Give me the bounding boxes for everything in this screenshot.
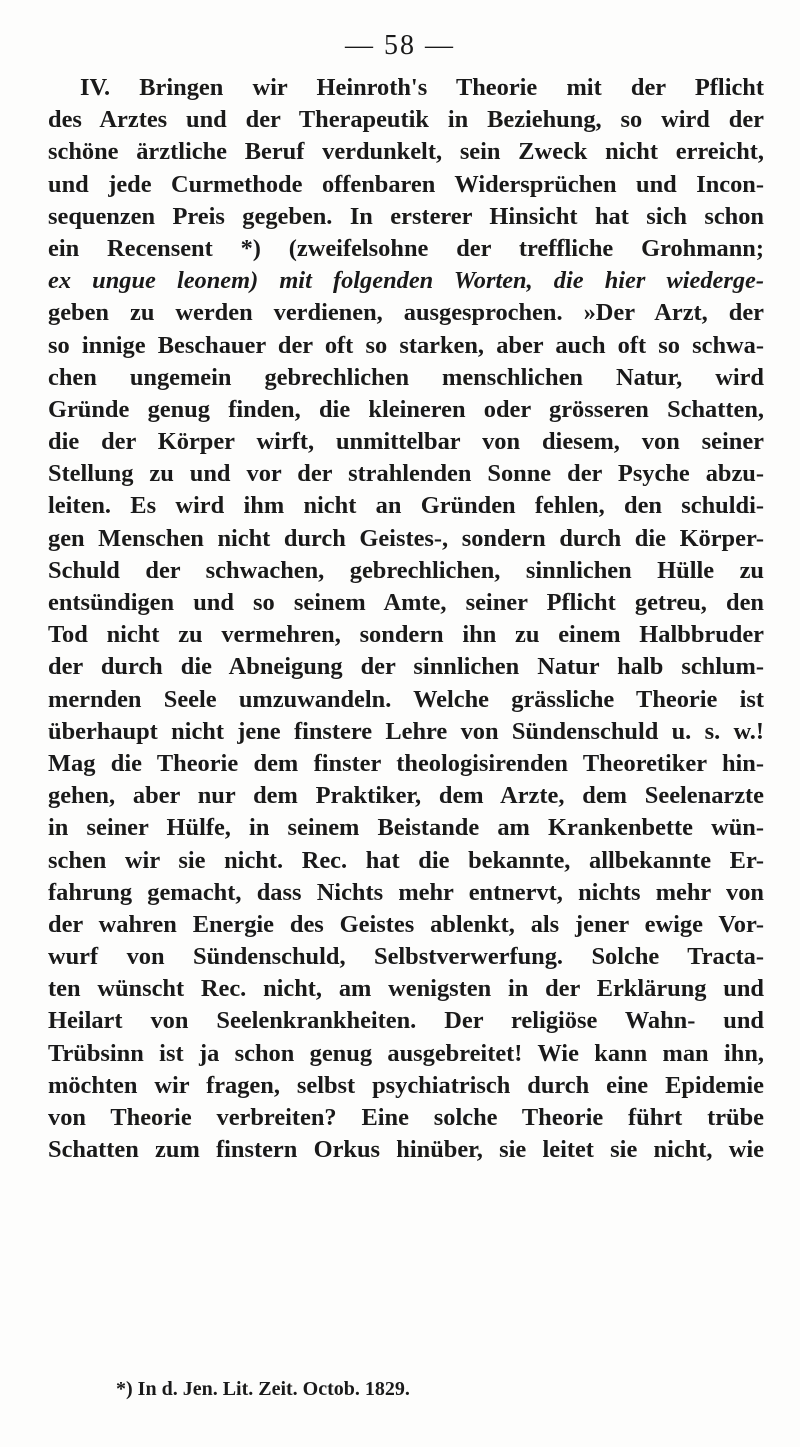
text-line: gen Menschen nicht durch Geistes-, sondern durch die Körper- [48,524,764,552]
text-line: Mag die Theorie dem finster theologisirenden Theoretiker hin- [48,749,764,777]
text-line: von Theorie verbreiten? Eine solche Theorie führt trübe [48,1104,764,1131]
text-line: fahrung gemacht, dass Nichts mehr entnervt, nichts mehr von [48,878,764,906]
text-line: überhaupt nicht jene finstere Lehre von Sündenschuld u. s. w.! [48,717,764,745]
page-number: — 58 — [345,30,455,61]
text-line: geben zu werden verdienen, ausgesprochen. »Der Arzt, der [48,299,764,327]
text-line: mernden Seele umzuwandeln. Welche grässliche Theorie ist [48,685,764,713]
text-line: schöne ärztliche Beruf verdunkelt, sein Zweck nicht erreicht, [48,138,764,166]
body-text [48,72,764,1166]
text-line: Heilart von Seelenkrankheiten. Der religiöse Wahn- und [48,1007,764,1035]
text-line: Schatten zum finstern Orkus hinüber, sie leitet sie nicht, wie [48,1136,764,1164]
text-line: Stellung zu und vor der strahlenden Sonne der Psyche abzu- [48,460,764,488]
text-line: und jede Curmethode offenbaren Widersprüchen und Incon- [48,170,764,198]
text-line: so innige Beschauer der oft so starken, aber auch oft so schwa- [48,331,764,359]
text-line: ein Recensent *) (zweifelsohne der treffliche Grohmann; [48,234,764,262]
text-line: sequenzen Preis gegeben. In ersterer Hinsicht hat sich schon [48,202,764,230]
text-line: chen ungemein gebrechlichen menschlichen Natur, wird [48,363,764,391]
text-line: schen wir sie nicht. Rec. hat die bekannte, allbekannte Er- [48,846,764,874]
text-line: ex ungue leonem) mit folgenden Worten, die hier wiederge- [48,267,764,295]
text-line: des Arztes und der Therapeutik in Beziehung, so wird der [48,106,764,134]
text-line: Trübsinn ist ja schon genug ausgebreitet! Wie kann man ihn, [48,1039,764,1067]
text-line: der wahren Energie des Geistes ablenkt, als jener ewige Vor- [48,910,764,938]
text-line: wurf von Sündenschuld, Selbstverwerfung. Solche Tracta- [48,943,764,971]
text-line: Schuld der schwachen, gebrechlichen, sinnlichen Hülle zu [48,556,764,584]
text-line: leiten. Es wird ihm nicht an Gründen fehlen, den schuldi- [48,492,764,520]
text-line: Gründe genug finden, die kleineren oder grösseren Schatten, [48,395,764,423]
text-line: IV. Bringen wir Heinroth's Theorie mit der Pflicht [80,74,764,101]
footnote: *) In d. Jen. Lit. Zeit. Octob. 1829. [116,1378,410,1400]
text-line: entsündigen und so seinem Amte, seiner Pflicht getreu, den [48,589,764,616]
text-line: möchten wir fragen, selbst psychiatrisch durch eine Epidemie [48,1071,764,1099]
text-line: gehen, aber nur dem Praktiker, dem Arzte, dem Seelenarzte [48,782,764,810]
text-line: in seiner Hülfe, in seinem Beistande am Krankenbette wün- [48,814,764,842]
text-line: der durch die Abneigung der sinnlichen Natur halb schlum- [48,653,764,681]
text-line: ten wünscht Rec. nicht, am wenigsten in der Erklärung und [48,975,764,1003]
text-line: die der Körper wirft, unmittelbar von diesem, von seiner [48,428,764,456]
text-line: Tod nicht zu vermehren, sondern ihn zu einem Halbbruder [48,621,764,649]
